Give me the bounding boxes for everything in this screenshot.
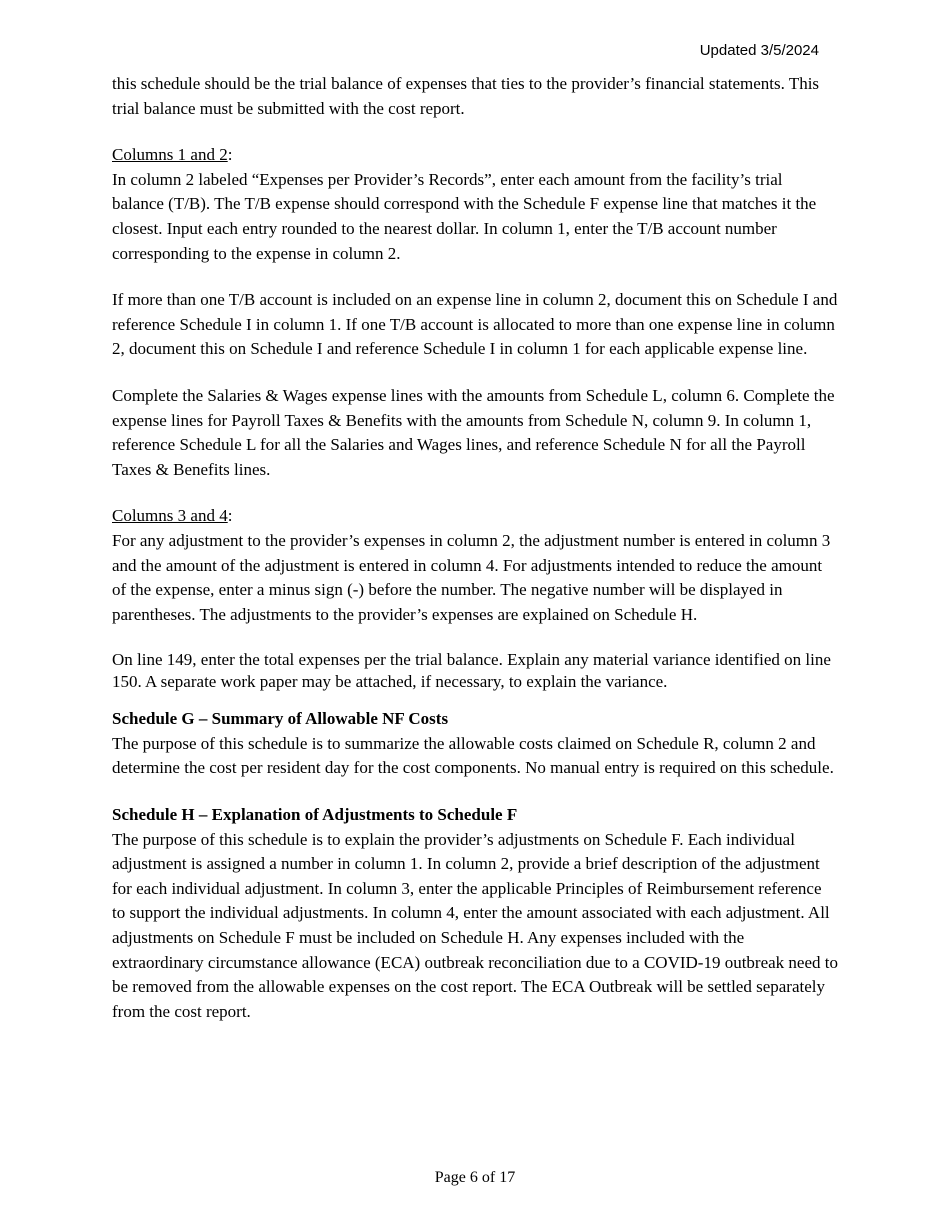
schedule-h-heading: Schedule H – Explanation of Adjustments to Schedule F [112,805,518,825]
columns-3-4-heading-line [112,504,838,529]
intro-paragraph: this schedule should be the trial balance of expenses that ties to the provider’s financial statements. This trial balance must be submitted with the cost report. [112,74,820,118]
schedule-g-heading: Schedule G – Summary of Allowable NF Costs [112,709,449,729]
updated-date: Updated 3/5/2024 [699,42,819,59]
schedule-h-paragraph: The purpose of this schedule is to explain the provider’s adjustments on Schedule F. Each individual adjustment is assigned a number in column 1. In column 2, provide a brief description of the adjustment for each individual adjustment. In column 3, enter the applicable Principles of Reimbursement reference to support the individual adjustments. In column 4, enter the amount associated with each adjustment. All adjustments on Schedule F must be included on Schedule H. Any expenses included with the extraordinary circumstance allowance (ECA) outbreak reconciliation due to a COVID-19 outbreak need to be removed from the allowable expenses on the cost report. The ECA Outbreak will be settled separately from the cost report. [112,829,838,1021]
columns-3-4-heading-colon: : [227,506,233,526]
schedule-g-section [112,707,838,781]
columns-1-2-paragraph-3: Complete the Salaries & Wages expense lines with the amounts from Schedule L, column 6. Complete the expense lines for Payroll Taxes & Benefits with the amounts from Schedule N, column 9. In column 1, reference Schedule L for all the Salaries and Wages lines, and reference Schedule N for all the Payroll Taxes & Benefits lines. [112,385,835,479]
columns-3-4-paragraph-1: For any adjustment to the provider’s expenses in column 2, the adjustment number is entered in column 3 and the amount of the adjustment is entered in column 4. For adjustments intended to reduce the amount of the expense, enter a minus sign (-) before the number. The negative number will be displayed in parentheses. The adjustments to the provider’s expenses are explained on Schedule H. [112,530,831,624]
schedule-g-paragraph: The purpose of this schedule is to summarize the allowable costs claimed on Schedule R, column 2 and determine the cost per resident day for the cost components. No manual entry is required on this schedule. [112,733,834,778]
document-body [112,72,838,1046]
columns-1-2-heading-colon: : [227,145,233,165]
columns-1-2-heading-line [112,143,838,168]
columns-1-2-heading: Columns 1 and 2 [112,145,228,165]
columns-3-4-section [112,504,838,627]
columns-1-2-section [112,143,838,266]
columns-3-4-paragraph-2: On line 149, enter the total expenses per the trial balance. Explain any material variance identified on line 150. A separate work paper may be attached, if necessary, to explain the variance. [112,650,831,692]
columns-1-2-paragraph-2: If more than one T/B account is included on an expense line in column 2, document this on Schedule I and reference Schedule I in column 1. If one T/B account is allocated to more than one expense line in column 2, document this on Schedule I and reference Schedule I in column 1 for each applicable expense line. [112,290,838,359]
columns-3-4-heading: Columns 3 and 4 [112,506,228,526]
schedule-h-section [112,803,838,1024]
page-number: Page 6 of 17 [434,1169,516,1186]
columns-1-2-paragraph-1: In column 2 labeled “Expenses per Provider’s Records”, enter each amount from the facility’s trial balance (T/B). The T/B expense should correspond with the Schedule F expense line that matches it the closest. Input each entry rounded to the nearest dollar. In column 1, enter the T/B account number corresponding to the expense in column 2. [112,169,817,263]
